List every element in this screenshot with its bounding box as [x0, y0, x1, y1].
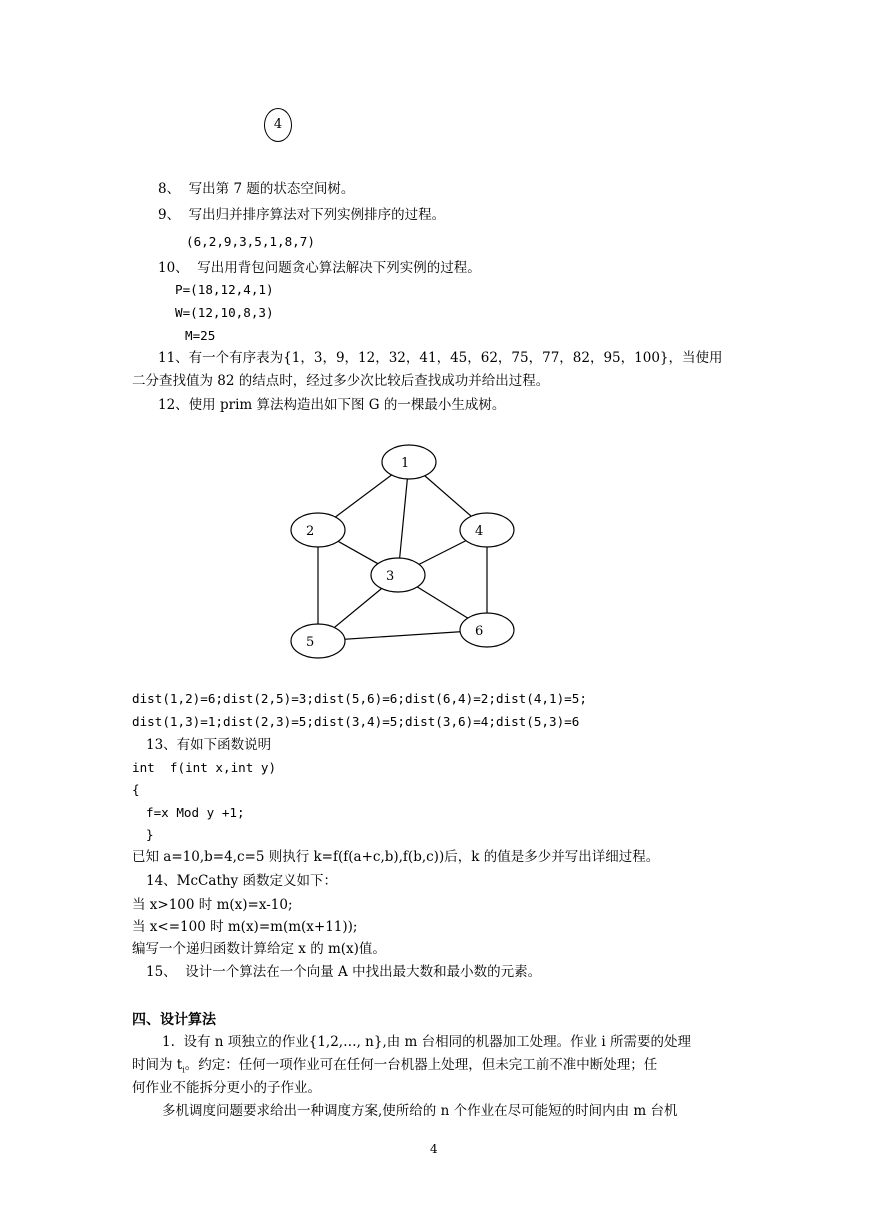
- question-13: 13、有如下函数说明: [146, 737, 272, 753]
- dist-line-2: dist(1,3)=1;dist(2,3)=5;dist(3,4)=5;dist(3,6)=4;dist(5,3)=6: [132, 714, 580, 729]
- graph-node-label: 2: [306, 524, 315, 539]
- graph-node-1: [382, 445, 436, 479]
- graph-node-label: 4: [475, 524, 484, 539]
- question-14-line3: 编写一个递归函数计算给定 x 的 m(x)值。: [132, 941, 386, 957]
- question-15: 15、 设计一个算法在一个向量 A 中找出最大数和最小数的元素。: [146, 964, 542, 980]
- graph-node-4: [460, 513, 514, 547]
- code-line-1: int f(int x,int y): [132, 760, 277, 775]
- code-line-4: }: [146, 827, 154, 842]
- graph-node-label: 3: [386, 569, 395, 584]
- graph-node-label: 5: [306, 635, 315, 650]
- question-14-line1: 当 x>100 时 m(x)=x-10;: [132, 897, 293, 913]
- question-10: 10、 写出用背包问题贪心算法解决下列实例的过程。: [158, 260, 481, 276]
- state-tree-node-4: 4: [264, 108, 292, 142]
- code-line-3: f=x Mod y +1;: [146, 805, 245, 820]
- section-4-line1: 1. 设有 n 项独立的作业{1,2,…, n},由 m 台相同的机器加工处理。作业 i 所需要的处理: [162, 1034, 692, 1050]
- graph-node-label: 6: [475, 624, 484, 639]
- code-line-2: {: [132, 782, 140, 797]
- question-11-line1: 11、有一个有序表为{1，3，9，12，32，41，45，62，75，77，82，95，100}，当使用: [158, 350, 723, 366]
- section-4-line2: 时间为 $t_i$。约定：任何一项作业可在任何一台机器上处理，但未完工前不准中断处理；任: [132, 1057, 658, 1075]
- question-9: 9、 写出归并排序算法对下列实例排序的过程。: [158, 207, 446, 223]
- graph-node-3: [371, 558, 425, 592]
- question-12: 12、使用 prim 算法构造出如下图 G 的一棵最小生成树。: [158, 397, 506, 413]
- graph-node-2: [291, 513, 345, 547]
- graph-node-5: [291, 624, 345, 658]
- section-4-line3: 何作业不能拆分更小的子作业。: [132, 1080, 321, 1096]
- question-9-data: (6,2,9,3,5,1,8,7): [186, 234, 315, 249]
- question-14-line2: 当 x<=100 时 m(x)=m(m(x+11));: [132, 919, 358, 935]
- question-14: 14、McCathy 函数定义如下：: [146, 873, 337, 889]
- section-4-heading: 四、设计算法: [132, 1012, 216, 1028]
- graph-node-6: [460, 613, 514, 647]
- question-8: 8、 写出第 7 题的状态空间树。: [158, 181, 355, 197]
- dist-line-1: dist(1,2)=6;dist(2,5)=3;dist(5,6)=6;dist(6,4)=2;dist(4,1)=5;: [132, 691, 587, 706]
- graph-node-label: 1: [401, 456, 410, 471]
- question-13-ask: 已知 a=10,b=4,c=5 则执行 k=f(f(a+c,b),f(b,c))后，k 的值是多少并写出详细过程。: [132, 849, 660, 865]
- page-number: 4: [430, 1142, 438, 1156]
- question-11-line2: 二分查找值为 82 的结点时，经过多少次比较后查找成功并给出过程。: [132, 373, 550, 389]
- question-10-m: M=25: [185, 328, 216, 343]
- question-10-w: W=(12,10,8,3): [175, 305, 274, 320]
- section-4-line4: 多机调度问题要求给出一种调度方案,使所给的 n 个作业在尽可能短的时间内由 m 台机: [162, 1103, 678, 1119]
- question-10-p: P=(18,12,4,1): [175, 282, 274, 297]
